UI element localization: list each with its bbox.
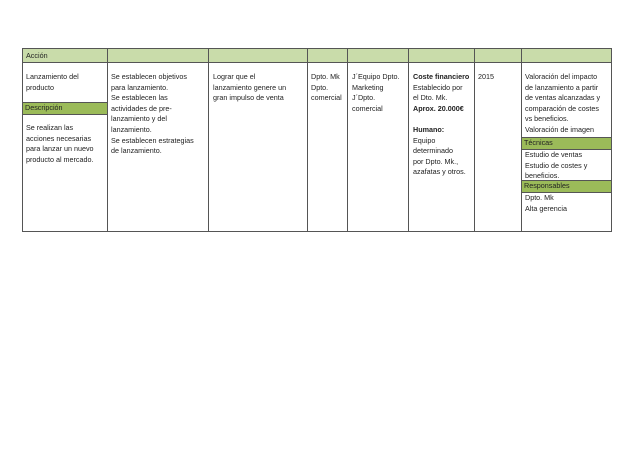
accion-header-label: Acción <box>26 51 48 60</box>
col4-text: Dpto. Mk Dpto. comercial <box>311 72 342 103</box>
header-col-2 <box>108 49 209 62</box>
header-col-6 <box>409 49 475 62</box>
column-divider <box>208 63 209 231</box>
col6-aprox: Aprox. 20.000€ <box>413 103 464 113</box>
col1-item: Lanzamiento del producto <box>26 72 79 92</box>
header-col-7 <box>475 49 522 62</box>
column-divider <box>347 63 348 231</box>
column-divider <box>408 63 409 231</box>
action-table <box>22 48 612 232</box>
col8-tecnicas-text: Estudio de ventas Estudio de costes y beneficios. <box>525 150 588 181</box>
descripcion-band: Descripción <box>23 102 107 115</box>
responsables-band: Responsables <box>522 180 611 193</box>
header-col-4 <box>308 49 348 62</box>
column-divider <box>307 63 308 231</box>
col5-text: J´Equipo Dpto. Marketing J´Dpto. comercial <box>352 72 400 113</box>
col6-humano-text: Equipo determinado por Dpto. Mk., azafatas y otros. <box>413 135 466 177</box>
col8-text: Valoración del impacto de lanzamiento a partir de ventas alcanzadas y comparación de costes vs beneficios. Valoración de imagen <box>525 72 601 134</box>
col6-humano-label: Humano: <box>413 125 445 134</box>
col2-text: Se establecen objetivos para lanzamiento. Se establecen las actividades de pre- lanzamiento y del lanzamiento. Se establecen estrategias de lanzamiento. <box>111 72 194 156</box>
col6-coste-label: Coste financiero <box>413 72 470 81</box>
col8-responsables-text: Dpto. Mk Alta gerencia <box>525 193 567 213</box>
col3-text: Lograr que el lanzamiento genere un gran impulso de venta <box>213 72 287 103</box>
col7-year: 2015 <box>478 72 494 81</box>
column-divider <box>107 63 108 231</box>
header-col-3 <box>209 49 308 62</box>
col6-coste-text: Establecido por el Dto. Mk. <box>413 82 463 103</box>
col1-descripcion-text: Se realizan las acciones necesarias para lanzar un nuevo producto al mercado. <box>26 123 94 164</box>
table-header-row <box>23 49 611 63</box>
header-col-5 <box>348 49 409 62</box>
tecnicas-band: Técnicas <box>522 137 611 150</box>
